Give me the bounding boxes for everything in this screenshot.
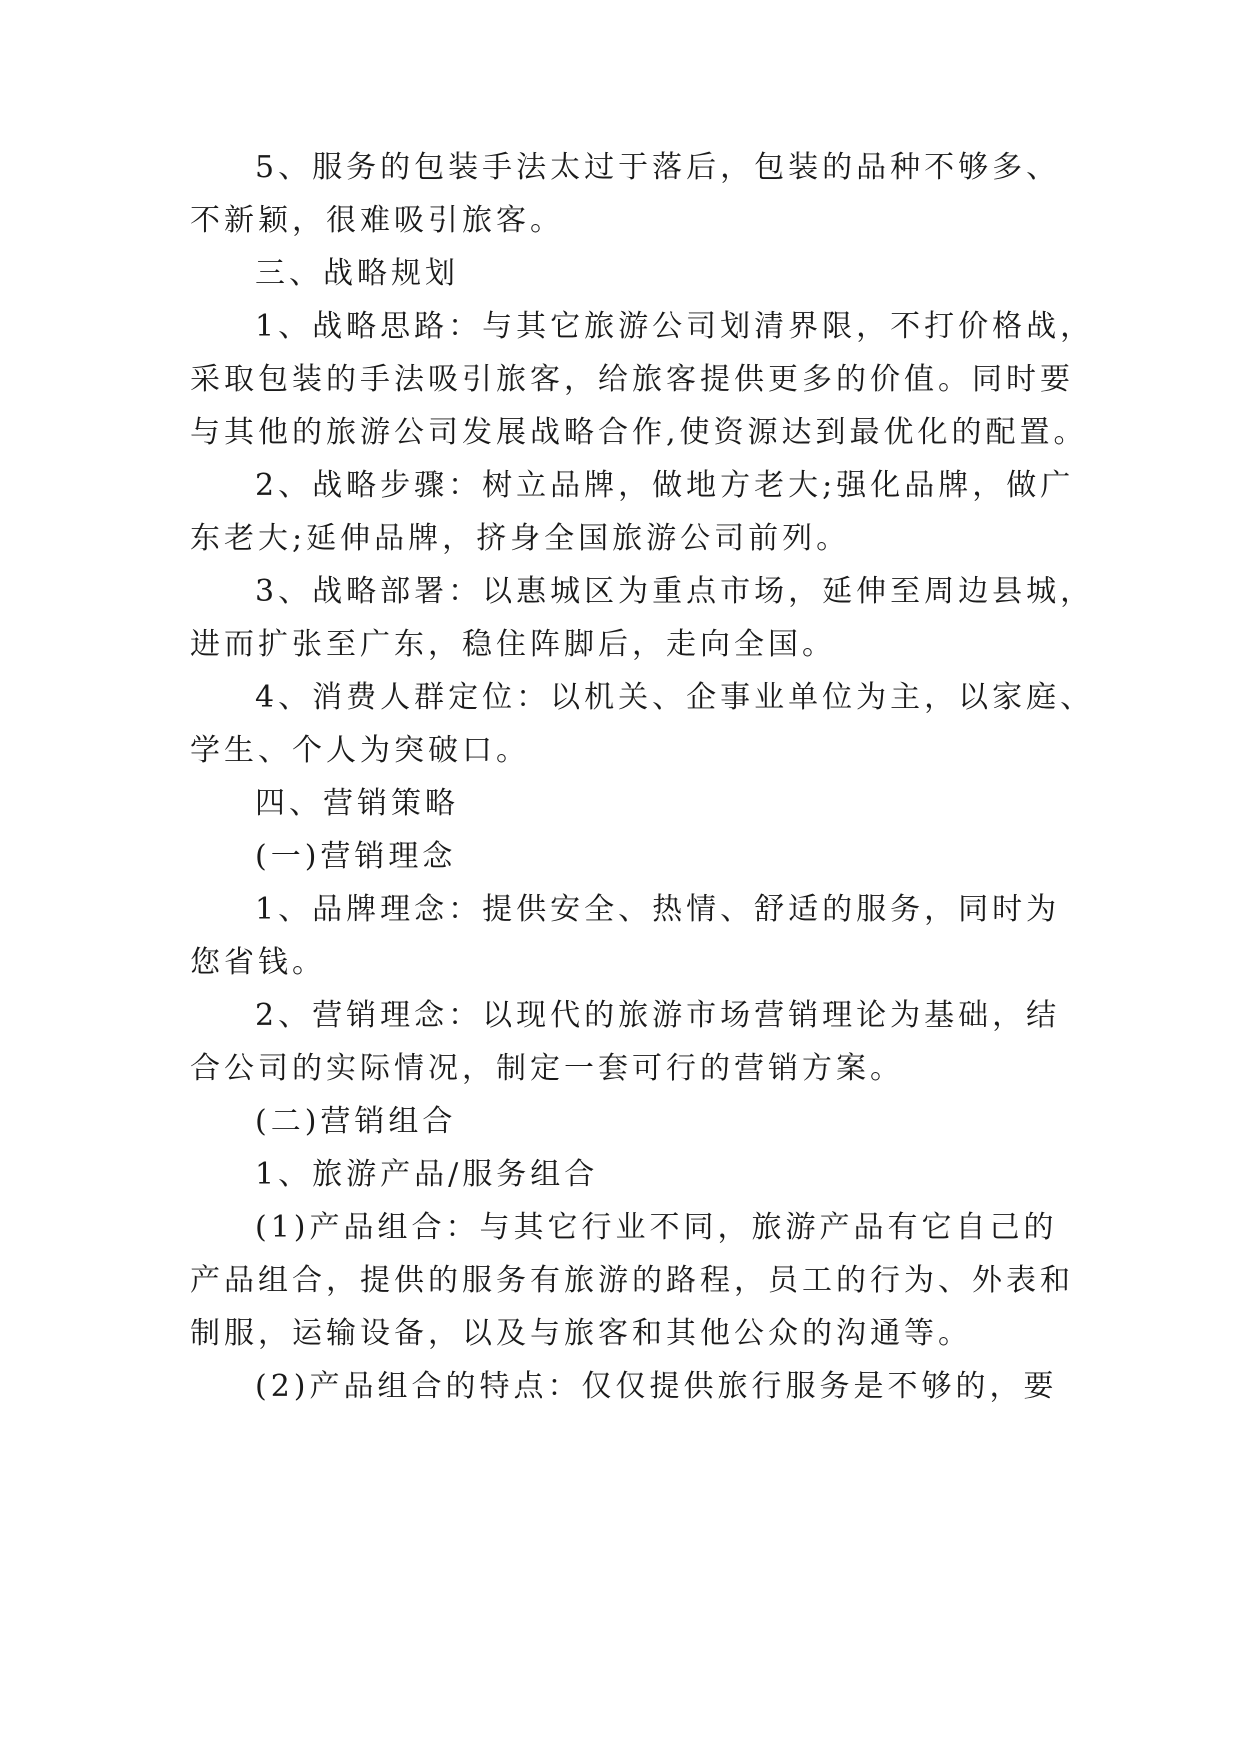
paragraph-line: 制服，运输设备，以及与旅客和其他公众的沟通等。	[190, 1316, 972, 1351]
paragraph-line: 1、战略思路：与其它旅游公司划清界限，不打价格战，	[255, 309, 1095, 344]
paragraph-line: (1)产品组合：与其它行业不同，旅游产品有它自己的	[255, 1210, 1058, 1245]
paragraph-line: 5、服务的包装手法太过于落后，包装的品种不够多、	[255, 150, 1061, 185]
paragraph-line: 与其他的旅游公司发展战略合作,使资源达到最优化的配置。	[190, 415, 1088, 450]
paragraph-line: 4、消费人群定位：以机关、企事业单位为主，以家庭、	[255, 680, 1095, 715]
paragraph-line: 学生、个人为突破口。	[190, 733, 530, 768]
subsection-heading: (二)营销组合	[255, 1104, 457, 1139]
paragraph-line: 东老大;延伸品牌，挤身全国旅游公司前列。	[190, 521, 851, 556]
paragraph-line: 2、战略步骤：树立品牌，做地方老大;强化品牌，做广	[255, 468, 1075, 503]
paragraph-line: 2、营销理念：以现代的旅游市场营销理论为基础，结	[255, 998, 1061, 1033]
paragraph-line: (2)产品组合的特点：仅仅提供旅行服务是不够的，要	[255, 1369, 1058, 1404]
paragraph-line: 不新颖，很难吸引旅客。	[190, 203, 564, 238]
section-heading: 三、战略规划	[255, 256, 459, 291]
paragraph-line: 您省钱。	[190, 945, 326, 980]
subsection-heading: (一)营销理念	[255, 839, 457, 874]
paragraph-line: 进而扩张至广东，稳住阵脚后，走向全国。	[190, 627, 836, 662]
paragraph-line: 1、品牌理念：提供安全、热情、舒适的服务，同时为	[255, 892, 1061, 927]
paragraph-line: 产品组合，提供的服务有旅游的路程，员工的行为、外表和	[190, 1263, 1074, 1298]
paragraph-line: 合公司的实际情况，制定一套可行的营销方案。	[190, 1051, 904, 1086]
section-heading: 四、营销策略	[255, 786, 459, 821]
paragraph-line: 1、旅游产品/服务组合	[255, 1157, 599, 1192]
paragraph-line: 3、战略部署：以惠城区为重点市场，延伸至周边县城，	[255, 574, 1095, 609]
paragraph-line: 采取包装的手法吸引旅客，给旅客提供更多的价值。同时要	[190, 362, 1074, 397]
